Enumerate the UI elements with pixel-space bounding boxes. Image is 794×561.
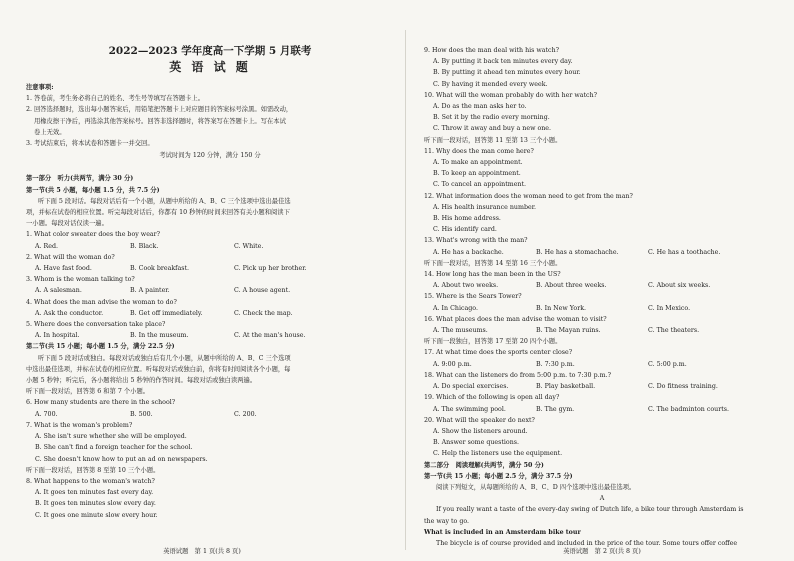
question-6	[26, 397, 394, 419]
directions-line: 听下面 5 段对话。每段对话后有一个小题，从题中所给的 A、B、C 三个选项中选出最佳选	[38, 197, 291, 205]
passage-line: The bicycle is of course provided and included in the price of the tour. Some tours offer coffee	[436, 539, 738, 547]
section-title: 第二节(共 15 小题；每小题 1.5 分，满分 22.5 分)	[26, 343, 175, 351]
question-stem: 1. What color sweater does the boy wear?	[26, 231, 161, 239]
question-stem: 16. What places does the man advise the woman to visit?	[424, 315, 607, 323]
option[interactable]: C. To cancel an appointment.	[433, 181, 527, 189]
option[interactable]: B. Get off immediately.	[130, 309, 203, 317]
passage-label: A	[599, 495, 605, 503]
question-11	[424, 146, 780, 191]
notice-block	[26, 82, 394, 149]
question-15	[424, 291, 780, 313]
question-8	[26, 476, 394, 521]
option[interactable]: C. It goes one minute slow every hour.	[35, 511, 158, 519]
question-3	[26, 274, 394, 296]
question-stem: 5. Where does the conversation take place?	[26, 321, 166, 329]
option[interactable]: A. Do special exercises.	[433, 383, 509, 391]
part-title: 第一部分 听力(共两节，满分 30 分)	[26, 175, 134, 183]
option[interactable]: C. 5:00 p.m.	[648, 360, 687, 368]
question-20	[424, 415, 780, 460]
option[interactable]: A. 700.	[35, 410, 58, 418]
exam-subtitle: 英 语 试 题	[169, 60, 251, 74]
option[interactable]: B. The gym.	[536, 405, 575, 413]
option[interactable]: A. He has a backache.	[433, 248, 504, 256]
question-9	[424, 45, 780, 90]
notice-line: 2. 回答选择题时，选出每小题答案后，用铅笔把答题卡上对应题目的答案标号涂黑。如需改动，	[26, 106, 293, 114]
option[interactable]: C. The theaters.	[648, 327, 700, 335]
page-footer: 英语试题 第 2 页(共 8 页)	[563, 547, 641, 555]
option[interactable]: B. Cook breakfast.	[130, 265, 190, 273]
option[interactable]: B. About three weeks.	[536, 282, 607, 290]
question-stem: 2. What will the woman do?	[26, 253, 115, 261]
question-2	[26, 252, 394, 274]
question-18	[424, 370, 780, 392]
time-line: 考试时间为 120 分钟，满分 150 分	[159, 152, 261, 160]
option[interactable]: C. Do fitness training.	[648, 383, 718, 391]
option[interactable]: A. Show the listeners around.	[433, 427, 528, 435]
question-4	[26, 297, 394, 319]
option[interactable]: C. Pick up her brother.	[234, 265, 307, 273]
option[interactable]: B. Black.	[130, 242, 159, 250]
question-stem: 3. Whom is the woman talking to?	[26, 276, 135, 284]
passage-line: the way to go.	[424, 517, 470, 525]
option[interactable]: A. Ask the conductor.	[35, 309, 104, 317]
option[interactable]: C. The badminton courts.	[648, 405, 729, 413]
notice-line: 用橡皮擦干净后，再选涂其他答案标号。回答非选择题时，将答案写在答题卡上。写在本试	[34, 117, 286, 125]
option[interactable]: B. 7:30 p.m.	[536, 360, 575, 368]
option[interactable]: A. About two weeks.	[433, 282, 499, 290]
segment-instruction: 听下面一段对话，回答第 6 和第 7 个小题。	[26, 388, 150, 396]
segment-instruction: 听下面一段对话，回答第 11 至第 13 三个小题。	[424, 136, 562, 144]
directions-line: 小题 5 秒钟；听完后，各小题将给出 5 秒钟的作答时间。每段对话或独白读两遍。	[26, 377, 257, 385]
question-10	[424, 90, 780, 135]
option[interactable]: A. Red.	[35, 242, 59, 250]
option[interactable]: B. His home address.	[433, 215, 501, 223]
option[interactable]: A. 9:00 p.m.	[433, 360, 472, 368]
page-footer: 英语试题 第 1 页(共 8 页)	[163, 547, 241, 555]
option[interactable]: C. He has a toothache.	[648, 248, 721, 256]
option[interactable]: C. At the man's house.	[234, 332, 306, 340]
option[interactable]: C. In Mexico.	[648, 304, 691, 312]
passage-heading: What is included in an Amsterdam bike tour	[424, 528, 581, 536]
option[interactable]: B. A painter.	[130, 287, 170, 295]
option[interactable]: A. It goes ten minutes fast every day.	[35, 489, 154, 497]
option[interactable]: C. Help the listeners use the equipment.	[433, 450, 563, 458]
part-title: 第二部分 阅读理解(共两节，满分 50 分)	[424, 461, 544, 469]
option[interactable]: B. 500.	[130, 410, 153, 418]
page-divider	[405, 30, 406, 550]
question-stem: 4. What does the man advise the woman to do?	[26, 298, 177, 306]
question-stem: 12. What information does the woman need to get from the man?	[424, 192, 633, 200]
option[interactable]: A. In hospital.	[35, 332, 80, 340]
directions-line: 中选出最佳选项，并标在试卷的相应位置。听每段对话或独白前，你将有时间阅读各个小题，每	[26, 365, 291, 373]
option[interactable]: B. The Mayan ruins.	[536, 327, 601, 335]
notice-line: 卷上无效。	[34, 128, 66, 136]
question-stem: 18. What can the listeners do from 5:00 p.m. to 7:30 p.m.?	[424, 371, 611, 379]
question-stem: 8. What happens to the woman's watch?	[26, 477, 155, 485]
option[interactable]: B. It goes ten minutes slow every day.	[35, 500, 156, 508]
directions-line: 项，并标在试卷的相应位置。听完每段对话后，你都有 10 秒钟的时间来回答有关小题和阅读下	[26, 209, 290, 217]
option[interactable]: C. Check the map.	[234, 309, 293, 317]
segment-instruction: 听下面一段对话，回答第 14 至第 16 三个小题。	[424, 259, 562, 267]
option[interactable]: C. Throw it away and buy a new one.	[433, 125, 552, 133]
question-stem: 14. How long has the man been in the US?	[424, 271, 561, 279]
directions-line: 阅读下列短文，从每题所给的 A、B、C、D 四个选项中选出最佳选项。	[436, 483, 636, 491]
question-16	[424, 314, 780, 336]
question-stem: 13. What's wrong with the man?	[424, 237, 528, 245]
option[interactable]: B. Play basketball.	[536, 383, 596, 391]
question-17	[424, 347, 780, 369]
exam-title: 2022—2023 学年度高一下学期 5 月联考	[108, 45, 312, 57]
section-title: 第一节(共 5 小题，每小题 1.5 分，共 7.5 分)	[26, 186, 160, 194]
question-stem: 15. Where is the Sears Tower?	[424, 293, 522, 301]
option[interactable]: A. Do as the man asks her to.	[433, 103, 527, 111]
option[interactable]: C. A house agent.	[234, 287, 291, 295]
option[interactable]: B. To keep an appointment.	[433, 170, 521, 178]
option[interactable]: C. His identify card.	[433, 226, 497, 234]
option[interactable]: A. The museums.	[433, 327, 488, 335]
option[interactable]: B. Answer some questions.	[433, 439, 519, 447]
option[interactable]: A. The swimming pool.	[433, 405, 506, 413]
question-stem: 17. At what time does the sports center close?	[424, 349, 573, 357]
page-right	[410, 0, 794, 561]
notice-line: 1. 答卷前，考生务必将自己的姓名、考生号等填写在答题卡上。	[26, 95, 205, 103]
question-1	[26, 229, 394, 251]
option[interactable]: B. In the museum.	[130, 332, 189, 340]
question-stem: 10. What will the woman probably do with her watch?	[424, 91, 598, 99]
option[interactable]: A. His health insurance number.	[433, 203, 537, 211]
notice-line: 3. 考试结束后，将本试卷和答题卡一并交回。	[26, 140, 154, 148]
option[interactable]: A. She isn't sure whether she will be employed.	[35, 433, 187, 441]
directions-line: 听下面 5 段对话或独白。每段对话或独白后有几个小题，从题中所给的 A、B、C 三个选项	[38, 354, 291, 362]
question-stem: 9. How does the man deal with his watch?	[424, 47, 560, 54]
option[interactable]: B. In New York.	[536, 304, 587, 312]
option[interactable]: C. About six weeks.	[648, 282, 711, 290]
question-stem: 6. How many students are there in the school?	[26, 399, 176, 407]
segment-instruction: 听下面一段对话，回答第 8 至第 10 三个小题。	[26, 466, 160, 474]
question-stem: 20. What will the speaker do next?	[424, 416, 535, 424]
option[interactable]: B. She can't find a foreign teacher for the school.	[35, 444, 193, 452]
question-12	[424, 191, 780, 236]
option[interactable]: B. Set it by the radio every morning.	[433, 114, 550, 122]
section-title: 第一节(共 15 小题；每小题 2.5 分，满分 37.5 分)	[424, 472, 573, 480]
segment-instruction: 听下面一段独白，回答第 17 至第 20 四个小题。	[424, 338, 562, 346]
question-stem: 19. Which of the following is open all day?	[424, 394, 560, 402]
question-stem: 7. What is the woman's problem?	[26, 421, 133, 429]
question-stem: 11. Why does the man come here?	[424, 147, 534, 155]
option[interactable]: A. A salesman.	[35, 287, 82, 295]
passage-line: If you really want a taste of the every-day swing of Dutch life, a bike tour through Amsterdam is	[436, 506, 744, 514]
option[interactable]: A. To make an appointment.	[433, 159, 523, 167]
question-14	[424, 269, 780, 291]
option[interactable]: A. By putting it back ten minutes every day.	[433, 58, 573, 66]
notice-heading: 注意事项:	[26, 84, 54, 91]
option[interactable]: C. White.	[234, 242, 264, 250]
option[interactable]: B. By putting it ahead ten minutes every hour.	[433, 69, 581, 77]
question-19	[424, 392, 780, 414]
option[interactable]: A. In Chicago.	[433, 304, 478, 312]
option[interactable]: C. By having it mended every week.	[433, 80, 548, 88]
directions-line: 一小题。每段对话仅读一遍。	[26, 220, 108, 228]
question-5	[26, 319, 394, 341]
option[interactable]: C. 200.	[234, 410, 257, 418]
option[interactable]: C. She doesn't know how to put an ad on newspapers.	[35, 455, 208, 463]
question-13	[424, 235, 780, 257]
question-7	[26, 420, 394, 465]
option[interactable]: A. Have fast food.	[35, 265, 92, 273]
option[interactable]: B. He has a stomachache.	[536, 248, 619, 256]
